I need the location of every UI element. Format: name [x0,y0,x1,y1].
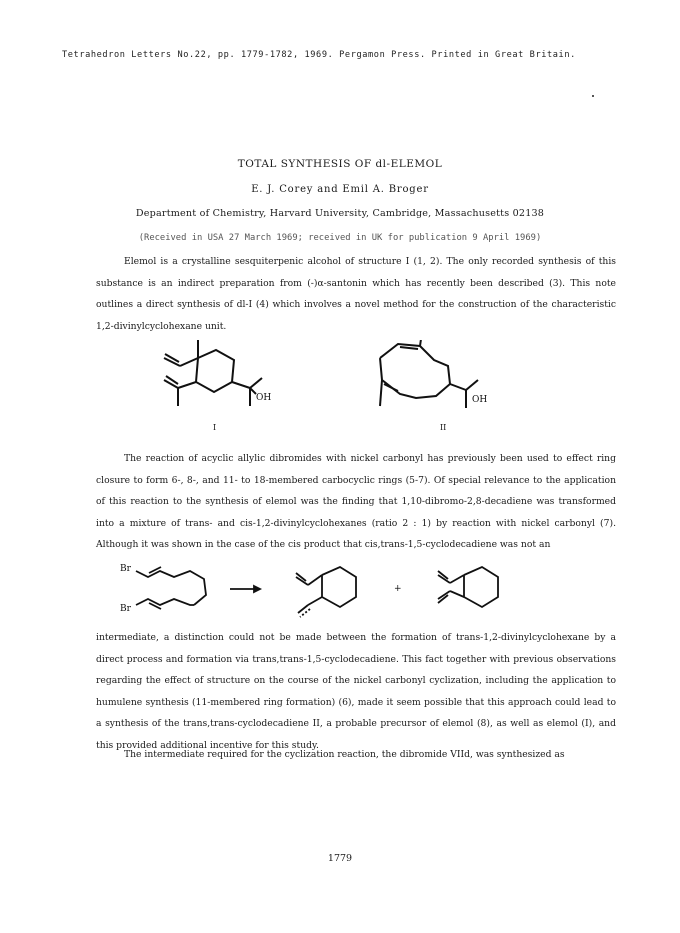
reaction-scheme [118,557,538,627]
structure-i [164,340,262,406]
label-structure-ii: II [440,423,447,432]
paragraph-synthesis-text: The intermediate required for the cyclization reaction, the dibromide VIId, was synthesized as [124,749,565,760]
received-line: (Received in USA 27 March 1969; received in UK for publication 9 April 1969) [138,233,542,243]
dibromodecadiene [136,567,206,609]
label-structure-i: I [213,423,217,432]
oh-label-ii: OH [472,395,488,405]
paper-title: TOTAL SYNTHESIS OF dl-ELEMOL [237,158,443,170]
trans-divinylcyclohexane [296,567,356,617]
page-number: 1779 [327,853,353,864]
paragraph-background [96,448,616,556]
oh-label-i: OH [256,393,272,403]
authors: E. J. Corey and Emil A. Broger [251,184,429,195]
paragraph-discussion-text: intermediate, a distinction could not be made between the formation of trans-1,2-divinylcyclohexane by a direct process and formation via trans,trans-1,5-cyclodecadiene. This fact together with previous observations regarding the effect of structure on the course of the nickel carbonyl cyclization, including the application to humulene synthesis (11-membered ring formation) (6), made it seem possible that this approach could lead to a synthesis of the trans,trans-cyclodecadiene II, a probable precursor of elemol (8), as well as elemol (I), and this provided additional incentive for this study. [96,632,616,751]
cis-divinylcyclohexane [438,567,498,607]
speck [592,95,594,97]
structures-figure [150,340,530,435]
paragraph-synthesis [96,744,616,766]
br-bottom-label: Br [120,604,131,614]
paragraph-intro [96,251,616,337]
reaction-arrow [230,586,260,592]
paragraph-intro-text: Elemol is a crystalline sesquiterpenic alcohol of structure I (1, 2). The only recorded synthesis of this substance is an indirect preparation from (-)α-santonin which has recently been described (3). This note outlines a direct synthesis of dl-I (4) which involves a novel method for the construction of the characteristic 1,2-divinylcyclohexane unit. [96,256,616,332]
journal-header: Tetrahedron Letters No.22, pp. 1779-1782, 1969. Pergamon Press. Printed in Great Britain. [62,50,576,60]
br-top-label: Br [120,564,131,574]
structure-ii [380,340,478,408]
plus-sign: + [394,584,402,594]
affiliation: Department of Chemistry, Harvard University, Cambridge, Massachusetts 02138 [135,208,545,219]
paragraph-background-text: The reaction of acyclic allylic dibromides with nickel carbonyl has previously been used to effect ring closure to form 6-, 8-, and 11- to 18-membered carbocyclic rings (5-7). Of special relevance to the application of this reaction to the synthesis of elemol was the finding that 1,10-dibromo-2,8-decadiene was transformed into a mixture of trans- and cis-1,2-divinylcyclohexanes (ratio 2 : 1) by reaction with nickel carbonyl (7). Although it was shown in the case of the cis product that cis,trans-1,5-cyclodecadiene was not an [96,453,616,550]
paragraph-discussion [96,627,616,756]
